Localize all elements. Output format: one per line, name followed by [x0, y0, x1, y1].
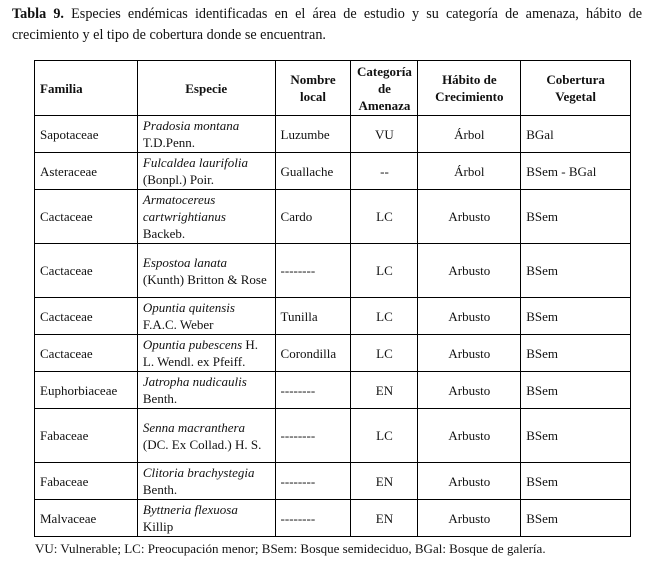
table-row: [35, 335, 631, 372]
table-header-row: [35, 61, 631, 116]
cell-familia: Fabaceae: [35, 409, 138, 463]
cell-nombre-local: --------: [275, 463, 351, 500]
cell-categoria: LC: [351, 190, 418, 244]
cell-cobertura: BSem: [521, 409, 631, 463]
cell-habito: Arbusto: [418, 190, 521, 244]
cell-nombre-local: Cardo: [275, 190, 351, 244]
cell-especie: [137, 153, 275, 190]
species-name: Espostoa lanata: [142, 254, 228, 270]
cell-nombre-local: --------: [275, 500, 351, 537]
table-footnote: VU: Vulnerable; LC: Preocupación menor; BSem: Bosque semideciduo, BGal: Bosque de galería.: [35, 541, 546, 556]
species-name: Fulcaldea laurifolia: [142, 155, 248, 170]
cell-categoria: LC: [351, 244, 418, 298]
cell-habito: Arbusto: [418, 463, 521, 500]
cell-nombre-local: Tunilla: [275, 298, 351, 335]
species-table: [34, 60, 631, 537]
cell-cobertura: BSem: [521, 372, 631, 409]
table-row: [35, 372, 631, 409]
cell-nombre-local: Luzumbe: [275, 116, 351, 153]
cell-familia: Asteraceae: [35, 153, 138, 190]
cell-habito: Arbusto: [418, 244, 521, 298]
cell-cobertura: BSem: [521, 463, 631, 500]
cell-especie: [137, 409, 275, 463]
header-especie: Especie: [137, 61, 275, 116]
table-caption: [12, 4, 642, 46]
species-authority: Killip: [142, 519, 174, 534]
species-authority: Benth.: [142, 482, 178, 497]
header-familia: Familia: [35, 61, 138, 116]
cell-especie: [137, 244, 275, 298]
table-row: [35, 500, 631, 537]
species-name: Pradosia montana: [142, 118, 240, 133]
cell-especie: [137, 500, 275, 537]
cell-habito: Arbusto: [418, 500, 521, 537]
cell-categoria: EN: [351, 500, 418, 537]
cell-nombre-local: Corondilla: [275, 335, 351, 372]
cell-categoria: EN: [351, 372, 418, 409]
table-row: [35, 409, 631, 463]
species-authority: (DC. Ex Collad.) H. S.: [142, 436, 262, 452]
cell-familia: Cactaceae: [35, 298, 138, 335]
cell-cobertura: BSem: [521, 335, 631, 372]
cell-familia: Malvaceae: [35, 500, 138, 537]
species-authority: H. L. Wendl. ex Pfeiff.: [142, 337, 259, 369]
cell-cobertura: BSem: [521, 298, 631, 335]
cell-categoria: LC: [351, 335, 418, 372]
cell-nombre-local: Guallache: [275, 153, 351, 190]
cell-categoria: --: [351, 153, 418, 190]
cell-cobertura: BSem: [521, 190, 631, 244]
cell-especie: [137, 116, 275, 153]
cell-categoria: EN: [351, 463, 418, 500]
header-habito: Hábito de Crecimiento: [418, 61, 521, 116]
cell-cobertura: BSem: [521, 244, 631, 298]
cell-habito: Arbusto: [418, 335, 521, 372]
cell-habito: Árbol: [418, 153, 521, 190]
header-cobertura: Cobertura Vegetal: [521, 61, 631, 116]
cell-familia: Euphorbiaceae: [35, 372, 138, 409]
cell-familia: Cactaceae: [35, 190, 138, 244]
cell-especie: [137, 335, 275, 372]
species-name: Byttneria flexuosa: [142, 502, 238, 517]
header-categoria: Categoría de Amenaza: [351, 61, 418, 116]
cell-familia: Fabaceae: [35, 463, 138, 500]
table-row: [35, 190, 631, 244]
cell-categoria: VU: [351, 116, 418, 153]
cell-familia: Cactaceae: [35, 335, 138, 372]
caption-text: Especies endémicas identificadas en el área de estudio y su categoría de amenaza, hábito de crecimiento y el tipo de cobertura donde se encuentran.: [12, 6, 642, 43]
cell-habito: Árbol: [418, 116, 521, 153]
species-authority: Backeb.: [142, 226, 186, 241]
table-row: [35, 244, 631, 298]
cell-nombre-local: --------: [275, 372, 351, 409]
species-name: Opuntia quitensis: [142, 300, 235, 315]
cell-cobertura: BGal: [521, 116, 631, 153]
header-nombre-local: Nombre local: [275, 61, 351, 116]
species-authority: (Bonpl.) Poir.: [142, 172, 215, 187]
species-authority: (Kunth) Britton & Rose: [142, 271, 267, 287]
species-authority: F.A.C. Weber: [142, 317, 214, 332]
species-authority: T.D.Penn.: [142, 135, 195, 150]
cell-especie: [137, 372, 275, 409]
species-name: Armatocereus cartwrightianus: [142, 192, 226, 224]
cell-cobertura: BSem - BGal: [521, 153, 631, 190]
table-row: [35, 463, 631, 500]
cell-categoria: LC: [351, 409, 418, 463]
species-authority: Benth.: [142, 391, 178, 406]
table-row: [35, 116, 631, 153]
species-name: Clitoria brachystegia: [142, 465, 255, 480]
cell-especie: [137, 463, 275, 500]
cell-especie: [137, 190, 275, 244]
table-row: [35, 298, 631, 335]
cell-cobertura: BSem: [521, 500, 631, 537]
cell-nombre-local: --------: [275, 409, 351, 463]
species-name: Senna macranthera: [142, 419, 246, 435]
cell-categoria: LC: [351, 298, 418, 335]
cell-habito: Arbusto: [418, 298, 521, 335]
species-name: Jatropha nudicaulis: [142, 374, 247, 389]
cell-habito: Arbusto: [418, 409, 521, 463]
table-row: [35, 153, 631, 190]
species-name: Opuntia pubescens: [142, 337, 243, 352]
cell-nombre-local: --------: [275, 244, 351, 298]
cell-habito: Arbusto: [418, 372, 521, 409]
cell-familia: Cactaceae: [35, 244, 138, 298]
cell-especie: [137, 298, 275, 335]
cell-familia: Sapotaceae: [35, 116, 138, 153]
caption-label: Tabla 9.: [12, 6, 64, 22]
